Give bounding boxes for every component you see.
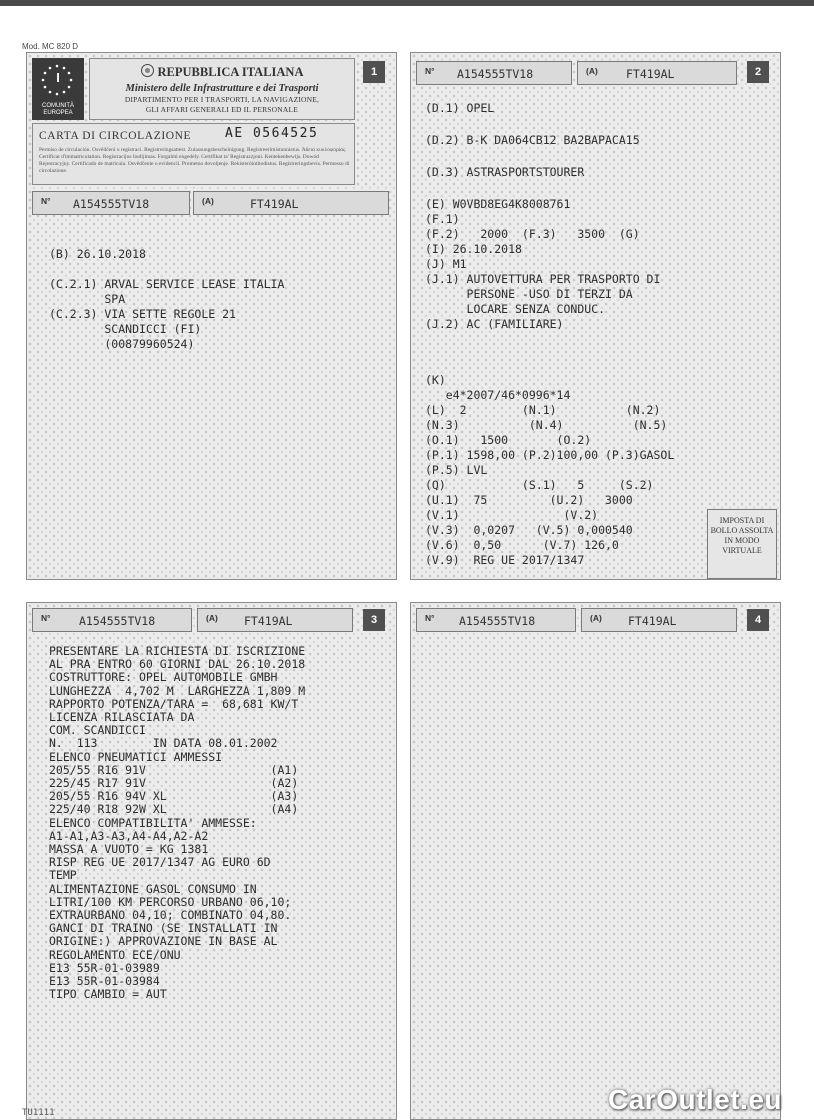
registration-number: A154555TV18: [459, 614, 536, 628]
plate-box: (A) FT419AL: [197, 608, 353, 632]
top-dark-strip: [0, 0, 814, 6]
panel-1: [26, 52, 397, 580]
panel-number: 3: [363, 609, 385, 631]
field-d3: (D.3) ASTRASPORTSTOURER: [425, 165, 585, 179]
plate-box: (A) FT419AL: [193, 191, 389, 215]
carta-translations: Permiso de circulación. Osvědčení o registraci. Registreringsattest. Zulassungsbescheinigung. Registreerimistunnistus. Άδεια κυκλοφορίας. Certificat d'immatriculation. Registracijos liudijimas. Forgalmi engedély. Certifikat ta' Registrazzjoni. Kentekenbewijs. Dowód Rejestracyjny. Certificado de matrícula. Osvědčenie o evidencii. Prometno dovoljenje. Rekisteröintitodistus. Registreringsbevis. Permesso di circolazione.: [39, 147, 350, 174]
eu-flag-icon: [32, 58, 84, 120]
panel-number: 2: [747, 61, 769, 83]
plate-number: FT419AL: [250, 197, 299, 211]
panel-2: [410, 52, 781, 580]
ministry-name: Ministero delle Infrastrutture e dei Trasporti: [125, 83, 319, 94]
plate-number: FT419AL: [626, 67, 675, 81]
department-line-1: DIPARTIMENTO PER I TRASPORTI, LA NAVIGAZIONE,: [124, 95, 320, 104]
holder-details: (B) 26.10.2018 (C.2.1) ARVAL SERVICE LEASE ITALIA SPA (C.2.3) VIA SETTE REGOLE 21 SCANDICCI (FI) (00879960524): [49, 247, 285, 351]
stamp-duty-box: IMPOSTA DI BOLLO ASSOLTA IN MODO VIRTUALE: [707, 509, 777, 579]
panel-4: [410, 602, 781, 1120]
registration-number-box: N° A154555TV18: [32, 608, 192, 632]
carta-title: CARTA DI CIRCOLAZIONE: [39, 130, 192, 142]
registration-number-box: N° A154555TV18: [416, 608, 576, 632]
notes-block: PRESENTARE LA RICHIESTA DI ISCRIZIONE AL PRA ENTRO 60 GIORNI DAL 26.10.2018 COSTRUTTORE: OPEL AUTOMOBILE GMBH LUNGHEZZA 4,702 M LARGHEZZA 1,809 M RAPPORTO POTENZA/TARA = 68,681 KW/T LICENZA RILASCIATA DA COM. SCANDICCI N. 113 IN DATA 08.01.2002 ELENCO PNEUMATICI AMMESSI 205/55 R16 91V (A1) 225/45 R17 91V (A2) 205/55 R16 94V XL (A3) 225/40 R18 92W XL (A4) ELENCO COMPATIBILITA' AMMESSE: A1-A1,A3-A3,A4-A4,A2-A2 MASSA A VUOTO = KG 1381 RISP REG UE 2017/1347 AG EURO 6D TEMP ALIMENTAZIONE GASOL CONSUMO IN LITRI/100 KM PERCORSO URBANO 06,10; EXTRAURBANO 04,10; COMBINATO 04,80. GANCI DI TRAINO (SE INSTALLATI IN ORIGINE:) APPROVAZIONE IN BASE AL REGOLAMENTO ECE/ONU E13 55R-01-03989 E13 55R-01-03984 TIPO CAMBIO = AUT: [49, 644, 306, 1002]
registration-number-box: N° A154555TV18: [32, 191, 190, 215]
panel-number: 4: [747, 609, 769, 631]
department-line-2: GLI AFFARI GENERALI ED IL PERSONALE: [145, 105, 299, 114]
plate-number: FT419AL: [628, 614, 677, 628]
country-mark: I: [56, 70, 60, 85]
eu-caption: COMUNITÀ EUROPEA: [42, 103, 74, 116]
panel-number: 1: [363, 61, 385, 83]
vehicle-data-block: (E) W0VBD8EG4K8008761 (F.1) (F.2) 2000 (F.3) 3500 (G) (I) 26.10.2018 (J) M1 (J.1) AUTOVETTURA PER TRASPORTO DI PERSONE -USO DI TERZI DA LOCARE SENZA CONDUC. (J.2) AC (FAMILIARE): [425, 197, 661, 331]
plate-box: (A) FT419AL: [581, 608, 737, 632]
registration-number: A154555TV18: [457, 67, 534, 81]
republic-emblem-icon: [141, 64, 154, 77]
registration-number: A154555TV18: [73, 197, 150, 211]
registration-number: A154555TV18: [79, 614, 156, 628]
watermark-logo: CarOutlet.eu: [608, 1084, 783, 1115]
field-d2: (D.2) B-K DA064CB12 BA2BAPACA15: [425, 133, 640, 147]
panel-3: [26, 602, 397, 1120]
form-code: Mod. MC 820 D: [22, 42, 79, 51]
technical-data-block: (K) e4*2007/46*0996*14 (L) 2 (N.1) (N.2) (N.3) (N.4) (N.5) (O.1) 1500 (O.2) (P.1) 1598,00 (P.2)100,00 (P.3)GASOL (P.5) LVL (Q) (S.1) 5 (S.2) (U.1) 75 (U.2) 3000 (V.1) (V.2) (V.3) 0,0207 (V.5) 0,000540 (V.6) 0,50 (V.7) 126,0 (V.9) REG UE 2017/1347: [425, 373, 675, 567]
carta-number: AE 0564525: [225, 126, 319, 141]
footer-code: TU1111: [22, 1108, 55, 1118]
plate-box: (A) FT419AL: [577, 61, 737, 85]
plate-number: FT419AL: [244, 614, 293, 628]
republic-title: REPUBBLICA ITALIANA: [157, 65, 304, 79]
carta-di-circolazione-box: [32, 123, 355, 185]
field-d1: (D.1) OPEL: [425, 101, 495, 115]
registration-number-box: N° A154555TV18: [416, 61, 572, 85]
ministry-header: [89, 58, 355, 120]
